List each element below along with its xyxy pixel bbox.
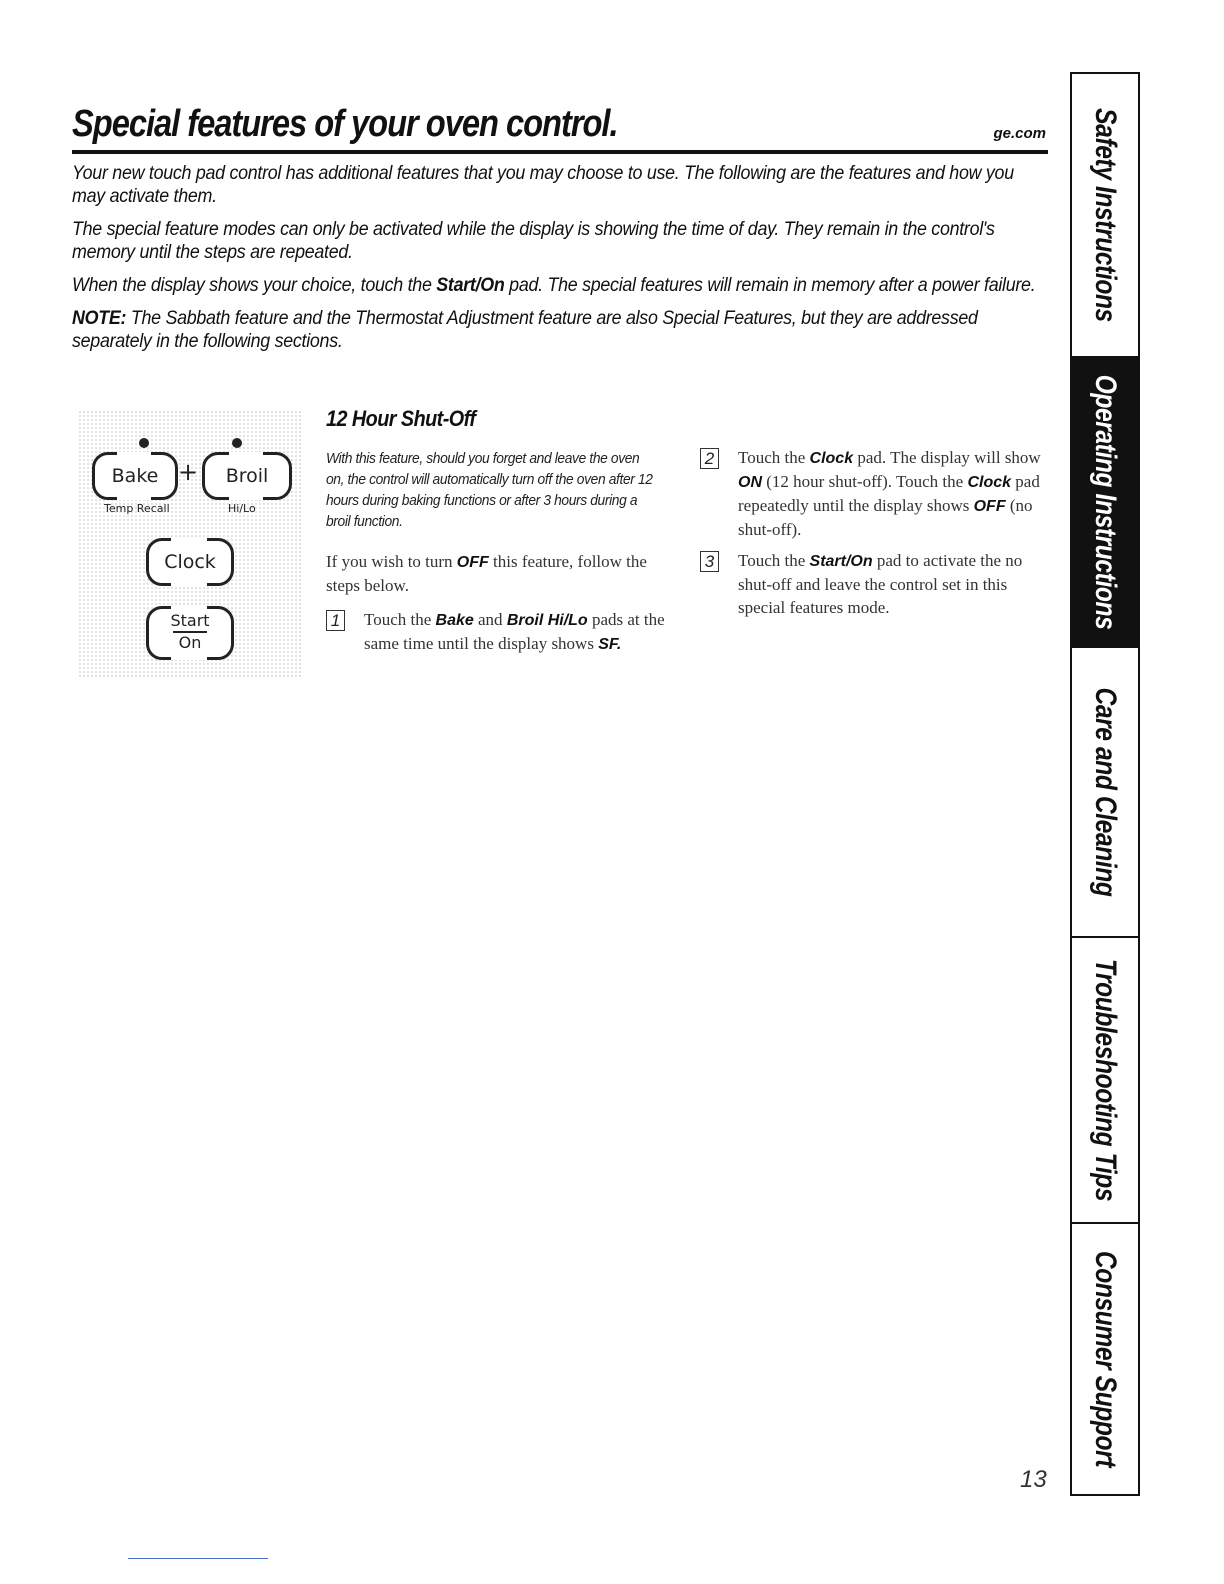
start-label: Start [170,611,210,630]
plus-sign: + [178,458,199,486]
intro-paragraph-2: The special feature modes can only be activated while the display is showing the time of day. They remain in the control's memory until the steps are repeated. [72,219,995,263]
tab-troubleshooting-tips[interactable] [1072,938,1138,1224]
bake-indicator-dot [139,438,149,448]
intro-note: NOTE: The Sabbath feature and the Thermostat Adjustment feature are also Special Features, but they are addressed separately in the following sections. [72,308,978,352]
title-row [72,100,1048,150]
broil-label: Broil [225,465,269,487]
tab-safety-instructions[interactable] [1072,74,1138,358]
tab-consumer-support[interactable] [1072,1224,1138,1494]
intro-paragraph-3: When the display shows your choice, touch the Start/On pad. The special features will remain in memory after a power failure. [72,275,1036,296]
page-number: 13 [1020,1466,1047,1493]
broil-indicator-dot [232,438,242,448]
tab-label: Consumer Support [1089,1250,1122,1468]
site-url: ge.com [993,125,1046,142]
on-label: On [178,632,202,652]
clock-label: Clock [164,551,216,573]
step-text: Touch the Bake and Broil Hi/Lo pads at the same time until the display shows SF. [364,610,665,653]
footer-line [128,1558,268,1559]
tab-label: Safety Instructions [1089,108,1122,322]
section-lead: If you wish to turn OFF this feature, follow the steps below. [326,552,647,595]
bake-pad [92,452,178,500]
hi-lo-label: Hi/Lo [228,502,256,515]
broil-pad [202,452,292,500]
page-title: Special features of your oven control. [72,103,618,145]
step-number: 3 [700,551,719,572]
tab-label: Operating Instructions [1089,374,1122,630]
control-panel-illustration [78,410,302,678]
title-rule [72,150,1048,154]
intro-paragraph-1: Your new touch pad control has additional features that you may choose to use. The following are the features and how you may activate them. [72,163,1014,207]
start-on-pad [146,606,234,660]
section-heading: 12 Hour Shut-Off [326,406,476,431]
clock-pad [146,538,234,586]
section-note: With this feature, should you forget and leave the oven on, the control will automatically turn off the oven after 12 hours during baking functions or after 3 hours during a broil function. [326,450,653,530]
tab-care-and-cleaning[interactable] [1072,648,1138,938]
tab-label: Troubleshooting Tips [1089,958,1122,1202]
temp-recall-label: Temp Recall [104,502,170,515]
intro-text [72,162,1062,363]
tab-operating-instructions[interactable] [1072,358,1138,648]
bake-label: Bake [111,465,159,487]
step-text: Touch the Clock pad. The display will show ON (12 hour shut-off). Touch the Clock pad repeatedly until the display shows OFF (no shut-off). [738,448,1041,539]
step-number: 2 [700,448,719,469]
section-tabs [1070,72,1140,1496]
tab-label: Care and Cleaning [1089,687,1122,897]
step-number: 1 [326,610,345,631]
step-text: Touch the Start/On pad to activate the no shut-off and leave the control set in this special features mode. [738,551,1023,617]
